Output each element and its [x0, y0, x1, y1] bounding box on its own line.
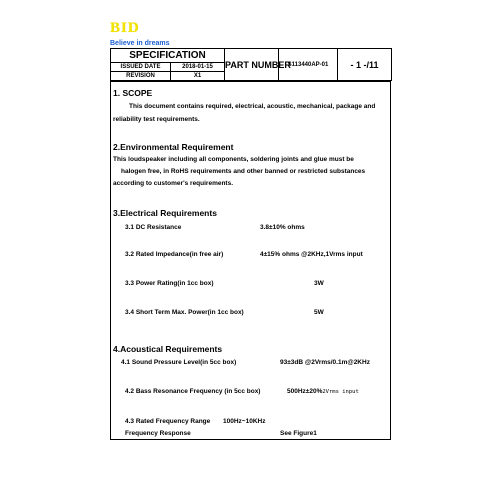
electrical-item-value: 4±15% ohms @2KHz,1Vrms input: [260, 251, 363, 258]
environmental-text-line-3: according to customer's requirements.: [113, 180, 234, 187]
issued-date-label: ISSUED DATE: [111, 63, 171, 72]
acoustical-item-label: Frequency Response: [125, 430, 191, 437]
spec-header-table: [110, 48, 392, 81]
revision-label: REVISION: [111, 72, 171, 81]
electrical-item-value: 3W: [314, 280, 324, 287]
scope-text-line-1: This document contains required, electrical, acoustic, mechanical, package and: [129, 103, 376, 110]
electrical-item-value: 3.8±10% ohms: [260, 224, 305, 231]
bass-resonance-value: 500Hz±20%: [287, 388, 323, 395]
electrical-heading: 3.Electrical Requirements: [113, 208, 217, 218]
revision-value: X1: [171, 72, 225, 81]
acoustical-item-label: 4.3 Rated Frequency Range: [125, 418, 211, 425]
acoustical-item-value: 93±3dB @2Vrms/0.1m@2KHz: [280, 359, 370, 366]
acoustical-item-label: 4.2 Bass Resonance Frequency (in 5cc box): [125, 388, 261, 395]
part-number: S113440AP-01: [279, 49, 338, 81]
electrical-item-value: 5W: [314, 309, 324, 316]
acoustical-heading: 4.Acoustical Requirements: [113, 344, 223, 354]
electrical-item-label: 3.1 DC Resistance: [125, 224, 182, 231]
document-body: [110, 81, 391, 440]
acoustical-item-value: 100Hz~10KHz: [223, 418, 266, 425]
bass-resonance-suffix: 2Vrms input: [322, 389, 359, 395]
environmental-text-line-1: This loudspeaker including all components, soldering joints and glue must be: [113, 156, 354, 163]
environmental-heading: 2.Environmental Requirement: [113, 142, 234, 152]
scope-heading: 1. SCOPE: [113, 88, 153, 98]
page-number: - 1 -/11: [338, 49, 392, 81]
acoustical-item-value: See Figure1: [280, 430, 317, 437]
acoustical-item-value: [287, 388, 359, 395]
company-tagline: Believe in dreams: [110, 40, 170, 47]
spec-title: SPECIFICATION: [111, 49, 225, 63]
acoustical-item-label: 4.1 Sound Pressure Level(in 5cc box): [121, 359, 237, 366]
company-logo: BID: [110, 20, 140, 36]
environmental-text-line-2: halogen free, in RoHS requirements and other banned or restricted substances: [121, 168, 366, 175]
issued-date: 2018-01-15: [171, 63, 225, 72]
part-number-label: PART NUMBER: [225, 49, 279, 81]
electrical-item-label: 3.4 Short Term Max. Power(in 1cc box): [125, 309, 244, 316]
electrical-item-label: 3.3 Power Rating(in 1cc box): [125, 280, 214, 287]
electrical-item-label: 3.2 Rated Impedance(in free air): [125, 251, 224, 258]
scope-text-line-2: reliability test requirements.: [113, 116, 200, 123]
